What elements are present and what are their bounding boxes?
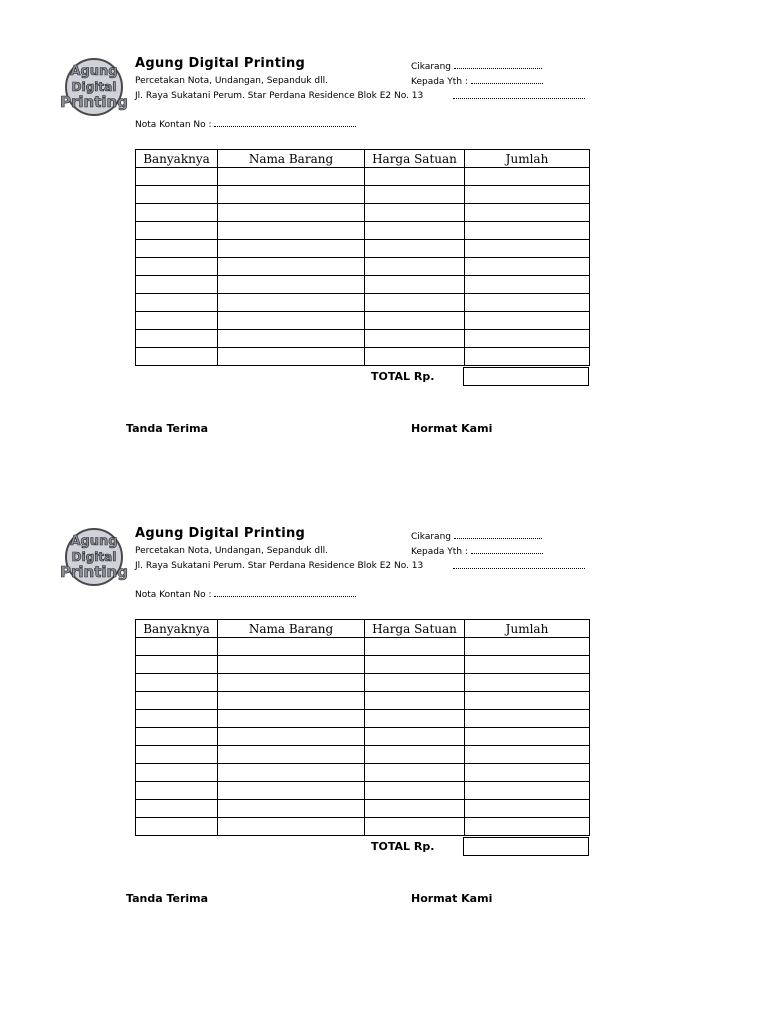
recipient-dotted-line bbox=[471, 76, 543, 84]
amount-cell[interactable] bbox=[465, 728, 590, 746]
quantity-cell[interactable] bbox=[136, 710, 218, 728]
nota-number-label: Nota Kontan No : bbox=[135, 590, 212, 600]
quantity-cell[interactable] bbox=[136, 258, 218, 276]
company-name: Agung Digital Printing bbox=[135, 56, 306, 71]
header-item-name: Nama Barang bbox=[218, 620, 365, 638]
unit-price-cell[interactable] bbox=[365, 204, 465, 222]
item-name-cell[interactable] bbox=[218, 674, 365, 692]
amount-cell[interactable] bbox=[465, 674, 590, 692]
item-name-cell[interactable] bbox=[218, 638, 365, 656]
received-by-label: Tanda Terima bbox=[126, 892, 209, 905]
item-name-cell[interactable] bbox=[218, 294, 365, 312]
unit-price-cell[interactable] bbox=[365, 746, 465, 764]
recipient-field[interactable] bbox=[411, 76, 543, 87]
amount-cell[interactable] bbox=[465, 710, 590, 728]
table-row bbox=[136, 728, 590, 746]
item-name-cell[interactable] bbox=[218, 746, 365, 764]
table-row bbox=[136, 222, 590, 240]
amount-cell[interactable] bbox=[465, 692, 590, 710]
logo-word-3: Printing bbox=[60, 563, 128, 581]
items-table-body bbox=[136, 638, 590, 836]
recipient-field[interactable] bbox=[411, 546, 543, 557]
unit-price-cell[interactable] bbox=[365, 330, 465, 348]
city-field[interactable] bbox=[411, 531, 542, 542]
quantity-cell[interactable] bbox=[136, 800, 218, 818]
company-name: Agung Digital Printing bbox=[135, 526, 306, 541]
item-name-cell[interactable] bbox=[218, 204, 365, 222]
table-row bbox=[136, 764, 590, 782]
quantity-cell[interactable] bbox=[136, 204, 218, 222]
regards-label: Hormat Kami bbox=[411, 892, 493, 905]
company-tagline: Percetakan Nota, Undangan, Sepanduk dll. bbox=[135, 546, 328, 556]
item-name-cell[interactable] bbox=[218, 728, 365, 746]
table-row bbox=[136, 276, 590, 294]
amount-cell[interactable] bbox=[465, 240, 590, 258]
quantity-cell[interactable] bbox=[136, 348, 218, 366]
unit-price-cell[interactable] bbox=[365, 276, 465, 294]
amount-cell[interactable] bbox=[465, 330, 590, 348]
receipt-1 bbox=[0, 0, 768, 470]
quantity-cell[interactable] bbox=[136, 764, 218, 782]
item-name-cell[interactable] bbox=[218, 692, 365, 710]
city-label: Cikarang bbox=[411, 62, 451, 72]
unit-price-cell[interactable] bbox=[365, 692, 465, 710]
recipient-address-dotted-line bbox=[453, 561, 585, 569]
unit-price-cell[interactable] bbox=[365, 782, 465, 800]
city-dotted-line bbox=[454, 61, 542, 69]
header-unit-price: Harga Satuan bbox=[365, 620, 465, 638]
unit-price-cell[interactable] bbox=[365, 818, 465, 836]
recipient-address-dotted-line bbox=[453, 91, 585, 99]
amount-cell[interactable] bbox=[465, 800, 590, 818]
amount-cell[interactable] bbox=[465, 782, 590, 800]
company-address: Jl. Raya Sukatani Perum. Star Perdana Residence Blok E2 No. 13 bbox=[135, 91, 424, 101]
quantity-cell[interactable] bbox=[136, 312, 218, 330]
nota-number-label: Nota Kontan No : bbox=[135, 120, 212, 130]
item-name-cell[interactable] bbox=[218, 764, 365, 782]
nota-number-dotted-line bbox=[214, 589, 356, 597]
quantity-cell[interactable] bbox=[136, 746, 218, 764]
quantity-cell[interactable] bbox=[136, 782, 218, 800]
logo-word-1: Agung bbox=[70, 64, 118, 79]
quantity-cell[interactable] bbox=[136, 168, 218, 186]
recipient-dotted-line bbox=[471, 546, 543, 554]
table-row bbox=[136, 746, 590, 764]
amount-cell[interactable] bbox=[465, 746, 590, 764]
quantity-cell[interactable] bbox=[136, 186, 218, 204]
quantity-cell[interactable] bbox=[136, 818, 218, 836]
table-row bbox=[136, 674, 590, 692]
amount-cell[interactable] bbox=[465, 276, 590, 294]
logo-word-2: Digital bbox=[71, 80, 117, 94]
table-row bbox=[136, 186, 590, 204]
table-row bbox=[136, 782, 590, 800]
amount-cell[interactable] bbox=[465, 222, 590, 240]
table-row bbox=[136, 710, 590, 728]
quantity-cell[interactable] bbox=[136, 638, 218, 656]
header-item-name: Nama Barang bbox=[218, 150, 365, 168]
item-name-cell[interactable] bbox=[218, 258, 365, 276]
item-name-cell[interactable] bbox=[218, 330, 365, 348]
amount-cell[interactable] bbox=[465, 656, 590, 674]
amount-cell[interactable] bbox=[465, 204, 590, 222]
table-row bbox=[136, 818, 590, 836]
table-row bbox=[136, 800, 590, 818]
recipient-address-field[interactable] bbox=[453, 91, 585, 102]
quantity-cell[interactable] bbox=[136, 656, 218, 674]
amount-cell[interactable] bbox=[465, 348, 590, 366]
items-table-body bbox=[136, 168, 590, 366]
table-row bbox=[136, 312, 590, 330]
regards-label: Hormat Kami bbox=[411, 422, 493, 435]
item-name-cell[interactable] bbox=[218, 240, 365, 258]
quantity-cell[interactable] bbox=[136, 222, 218, 240]
amount-cell[interactable] bbox=[465, 258, 590, 276]
logo-word-1: Agung bbox=[70, 534, 118, 549]
total-amount-field[interactable] bbox=[463, 367, 589, 386]
city-label: Cikarang bbox=[411, 532, 451, 542]
unit-price-cell[interactable] bbox=[365, 656, 465, 674]
unit-price-cell[interactable] bbox=[365, 222, 465, 240]
city-dotted-line bbox=[454, 531, 542, 539]
quantity-cell[interactable] bbox=[136, 692, 218, 710]
item-name-cell[interactable] bbox=[218, 348, 365, 366]
table-row bbox=[136, 258, 590, 276]
city-field[interactable] bbox=[411, 61, 542, 72]
item-name-cell[interactable] bbox=[218, 222, 365, 240]
amount-cell[interactable] bbox=[465, 168, 590, 186]
table-row bbox=[136, 348, 590, 366]
quantity-cell[interactable] bbox=[136, 240, 218, 258]
header-quantity: Banyaknya bbox=[136, 150, 218, 168]
total-amount-field[interactable] bbox=[463, 837, 589, 856]
unit-price-cell[interactable] bbox=[365, 638, 465, 656]
logo-word-3: Printing bbox=[60, 93, 128, 111]
quantity-cell[interactable] bbox=[136, 294, 218, 312]
quantity-cell[interactable] bbox=[136, 728, 218, 746]
quantity-cell[interactable] bbox=[136, 276, 218, 294]
quantity-cell[interactable] bbox=[136, 674, 218, 692]
unit-price-cell[interactable] bbox=[365, 294, 465, 312]
header-unit-price: Harga Satuan bbox=[365, 150, 465, 168]
amount-cell[interactable] bbox=[465, 764, 590, 782]
unit-price-cell[interactable] bbox=[365, 800, 465, 818]
received-by-label: Tanda Terima bbox=[126, 422, 209, 435]
item-name-cell[interactable] bbox=[218, 710, 365, 728]
company-tagline: Percetakan Nota, Undangan, Sepanduk dll. bbox=[135, 76, 328, 86]
unit-price-cell[interactable] bbox=[365, 710, 465, 728]
total-label: TOTAL Rp. bbox=[371, 370, 435, 383]
nota-number-field[interactable] bbox=[135, 119, 356, 130]
item-name-cell[interactable] bbox=[218, 312, 365, 330]
item-name-cell[interactable] bbox=[218, 656, 365, 674]
quantity-cell[interactable] bbox=[136, 330, 218, 348]
item-name-cell[interactable] bbox=[218, 168, 365, 186]
receipt-2 bbox=[0, 470, 768, 940]
table-row bbox=[136, 656, 590, 674]
item-name-cell[interactable] bbox=[218, 186, 365, 204]
unit-price-cell[interactable] bbox=[365, 728, 465, 746]
unit-price-cell[interactable] bbox=[365, 674, 465, 692]
nota-number-dotted-line bbox=[214, 119, 356, 127]
total-label: TOTAL Rp. bbox=[371, 840, 435, 853]
item-name-cell[interactable] bbox=[218, 800, 365, 818]
table-row bbox=[136, 204, 590, 222]
header-amount: Jumlah bbox=[465, 150, 590, 168]
item-name-cell[interactable] bbox=[218, 276, 365, 294]
header-amount: Jumlah bbox=[465, 620, 590, 638]
amount-cell[interactable] bbox=[465, 818, 590, 836]
unit-price-cell[interactable] bbox=[365, 258, 465, 276]
unit-price-cell[interactable] bbox=[365, 240, 465, 258]
recipient-label: Kepada Yth : bbox=[411, 547, 468, 557]
unit-price-cell[interactable] bbox=[365, 312, 465, 330]
company-logo bbox=[56, 526, 132, 588]
amount-cell[interactable] bbox=[465, 312, 590, 330]
logo-word-2: Digital bbox=[71, 550, 117, 564]
item-name-cell[interactable] bbox=[218, 818, 365, 836]
unit-price-cell[interactable] bbox=[365, 168, 465, 186]
item-name-cell[interactable] bbox=[218, 782, 365, 800]
items-table bbox=[135, 149, 590, 366]
amount-cell[interactable] bbox=[465, 638, 590, 656]
header-quantity: Banyaknya bbox=[136, 620, 218, 638]
items-table bbox=[135, 619, 590, 836]
unit-price-cell[interactable] bbox=[365, 348, 465, 366]
amount-cell[interactable] bbox=[465, 186, 590, 204]
amount-cell[interactable] bbox=[465, 294, 590, 312]
table-row bbox=[136, 168, 590, 186]
company-logo bbox=[56, 56, 132, 118]
recipient-label: Kepada Yth : bbox=[411, 77, 468, 87]
table-row bbox=[136, 692, 590, 710]
table-row bbox=[136, 638, 590, 656]
table-row bbox=[136, 330, 590, 348]
nota-number-field[interactable] bbox=[135, 589, 356, 600]
company-address: Jl. Raya Sukatani Perum. Star Perdana Residence Blok E2 No. 13 bbox=[135, 561, 424, 571]
unit-price-cell[interactable] bbox=[365, 186, 465, 204]
unit-price-cell[interactable] bbox=[365, 764, 465, 782]
table-row bbox=[136, 294, 590, 312]
recipient-address-field[interactable] bbox=[453, 561, 585, 572]
table-row bbox=[136, 240, 590, 258]
